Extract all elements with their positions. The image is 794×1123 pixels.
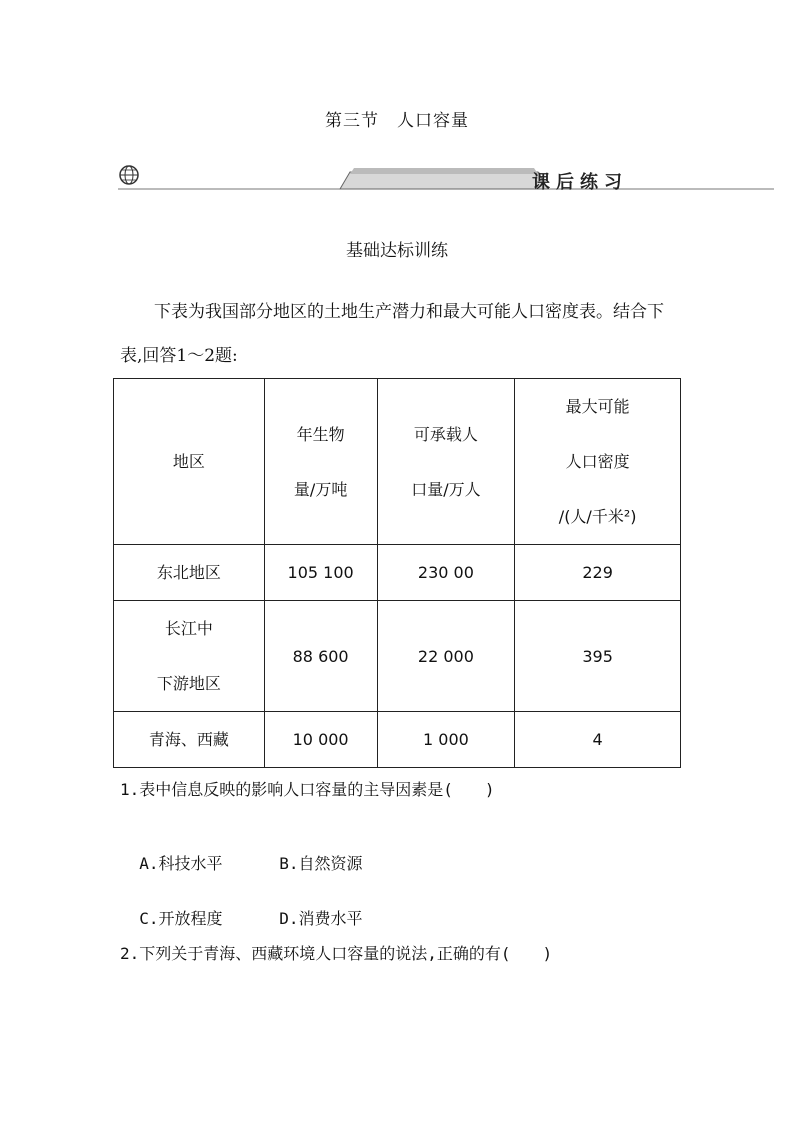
question-1-options-row-1 xyxy=(120,832,419,874)
cell-region: 青海、西藏 xyxy=(114,712,265,768)
cell-biomass: 88 600 xyxy=(264,601,377,712)
page-title: 第三节 人口容量 xyxy=(325,111,469,131)
table-row xyxy=(114,545,681,601)
cell-density: 395 xyxy=(515,601,681,712)
cell-density: 229 xyxy=(515,545,681,601)
cell-density: 4 xyxy=(515,712,681,768)
cell-capacity: 230 00 xyxy=(377,545,515,601)
option-a[interactable]: A.科技水平 xyxy=(139,854,223,873)
question-2-stem: 2.下列关于青海、西藏环境人口容量的说法,正确的有( ) xyxy=(120,944,553,963)
header-region: 地区 xyxy=(114,379,265,545)
header-biomass: 年生物 量/万吨 xyxy=(264,379,377,545)
cell-region: 东北地区 xyxy=(114,545,265,601)
option-b[interactable]: B.自然资源 xyxy=(279,854,363,873)
cell-capacity: 1 000 xyxy=(377,712,515,768)
question-1-stem: 1.表中信息反映的影响人口容量的主导因素是( ) xyxy=(120,780,495,799)
table-row xyxy=(114,712,681,768)
section-banner xyxy=(118,164,774,196)
table-header-row xyxy=(114,379,681,545)
data-table xyxy=(113,378,681,768)
banner-decoration xyxy=(118,164,774,196)
table-row xyxy=(114,601,681,712)
header-capacity: 可承载人 口量/万人 xyxy=(377,379,515,545)
cell-region: 长江中 下游地区 xyxy=(114,601,265,712)
globe-icon xyxy=(118,164,140,186)
header-density: 最大可能 人口密度 /(人/千米²) xyxy=(515,379,681,545)
cell-biomass: 10 000 xyxy=(264,712,377,768)
cell-biomass: 105 100 xyxy=(264,545,377,601)
question-1-options-row-2 xyxy=(120,887,419,929)
option-c[interactable]: C.开放程度 xyxy=(139,909,223,928)
banner-label: 课后练习 xyxy=(532,172,628,193)
option-d[interactable]: D.消费水平 xyxy=(279,909,363,928)
section-title: 基础达标训练 xyxy=(346,241,448,261)
cell-capacity: 22 000 xyxy=(377,601,515,712)
intro-paragraph: 下表为我国部分地区的土地生产潜力和最大可能人口密度表。结合下表,回答1～2题: xyxy=(120,302,664,366)
